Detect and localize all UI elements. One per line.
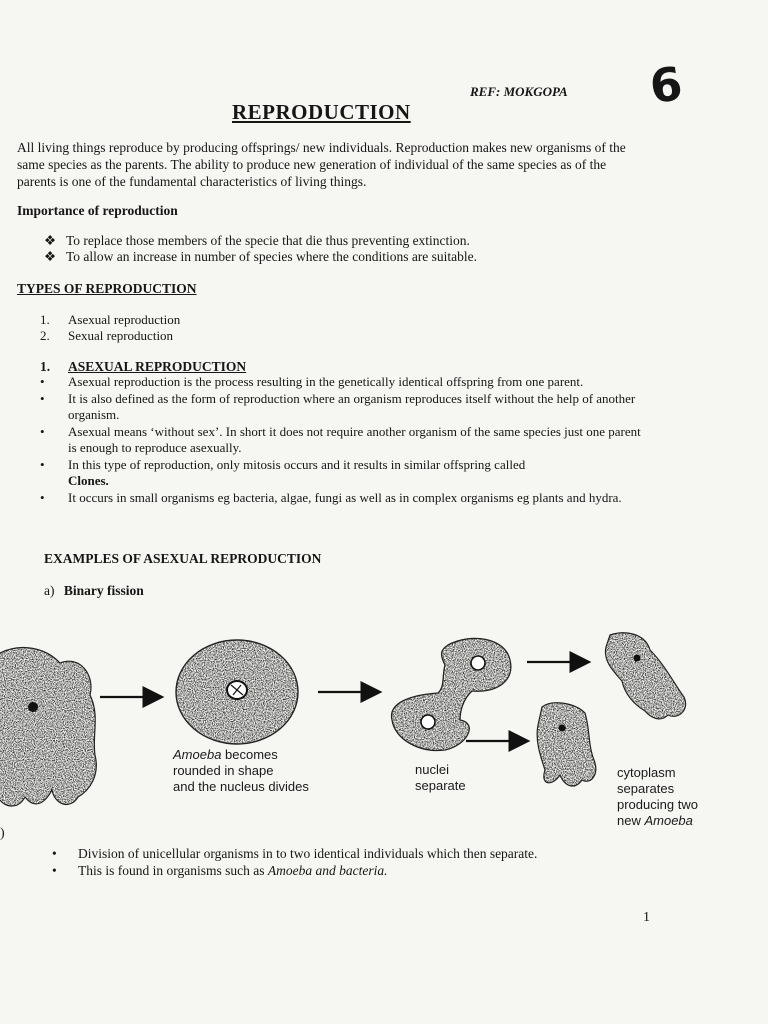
nucleus — [28, 702, 38, 712]
daughter-amoeba-bottom — [537, 703, 596, 786]
types-list — [40, 312, 180, 344]
page-title: REPRODUCTION — [232, 100, 411, 124]
caption-text: new — [617, 813, 645, 828]
asexual-list — [40, 374, 650, 507]
bullet-icon: • — [40, 374, 45, 389]
list-number: 1. — [40, 312, 50, 327]
intro-paragraph: All living things reproduce by producing offsprings/ new individuals. Reproduction makes new organisms of the same species as the parents. The ability to produce new generation of individual of the same species as of the parents is one of the fundamental characteristics of living things. — [17, 140, 626, 189]
caption-nuclei — [415, 762, 466, 794]
parent-amoeba — [0, 648, 96, 806]
importance-heading: Importance of reproduction — [17, 203, 178, 218]
list-item — [40, 391, 650, 423]
list-item-text: Asexual means ‘without sex’. In short it does not require another organism of the same species just one parent is enough to reproduce asexually. — [68, 424, 641, 455]
caption-rounded — [173, 747, 309, 795]
list-item — [40, 424, 650, 456]
list-item-text: It is also defined as the form of reproduction where an organism reproduces itself without the help of another organism. — [68, 391, 636, 422]
bullet-icon: • — [40, 391, 45, 406]
caption-line: nuclei — [415, 762, 449, 777]
bullet-icon: • — [52, 863, 57, 878]
list-item — [52, 845, 672, 862]
caption-line: producing two — [617, 797, 698, 812]
bullet-icon: • — [40, 490, 45, 505]
list-item — [44, 249, 477, 265]
list-item-text: Division of unicellular organisms in to two identical individuals which then separate. — [78, 846, 538, 861]
list-item — [40, 457, 650, 489]
list-item — [44, 233, 477, 249]
caption-line — [617, 813, 698, 829]
list-item-text: It occurs in small organisms eg bacteria, algae, fungi as well as in complex organisms eg plants and hydra. — [68, 490, 622, 505]
list-item-text: To replace those members of the specie that die thus preventing extinction. — [66, 233, 470, 248]
organism-names: Amoeba and bacteria. — [267, 863, 388, 878]
clones-term: Clones. — [68, 473, 109, 488]
types-heading: TYPES OF REPRODUCTION — [17, 281, 197, 296]
bullet-icon: • — [40, 424, 45, 439]
dividing-amoeba — [392, 638, 511, 750]
list-item-body — [68, 457, 525, 489]
caption-line: rounded in shape — [173, 763, 274, 778]
sub-label: a) — [44, 583, 55, 598]
binary-fission-subheading — [44, 583, 144, 599]
list-item — [40, 328, 180, 344]
list-item-text: Asexual reproduction — [68, 312, 181, 327]
list-item-text: Asexual reproduction is the process resulting in the genetically identical offspring from one parent. — [68, 374, 584, 389]
summary-list — [52, 845, 672, 879]
list-number: 2. — [40, 328, 50, 343]
caption-line: and the nucleus divides — [173, 779, 309, 794]
caption-line: separates — [617, 781, 675, 796]
list-item — [40, 312, 180, 328]
list-item-text: This is found in organisms such as — [78, 863, 268, 878]
list-item — [40, 490, 650, 506]
list-item — [52, 862, 672, 879]
edge-mark: ) — [0, 826, 5, 841]
caption-amoeba: Amoeba — [173, 747, 222, 762]
bullet-icon: • — [40, 457, 45, 472]
caption-line — [173, 747, 309, 763]
caption-cytoplasm — [617, 765, 698, 829]
caption-text: becomes — [221, 747, 278, 762]
bullet-icon: • — [52, 846, 57, 861]
section-number: 1. — [40, 359, 51, 374]
section-title: ASEXUAL REPRODUCTION — [68, 359, 247, 374]
diamond-bullet-icon: ❖ — [44, 249, 57, 264]
list-item-text: In this type of reproduction, only mitosis occurs and it results in similar offspring called — [68, 457, 526, 472]
list-item-body — [78, 862, 387, 879]
caption-line: cytoplasm — [617, 765, 676, 780]
sub-title: Binary fission — [63, 583, 144, 598]
asexual-heading — [40, 359, 246, 375]
list-item-text: Sexual reproduction — [68, 328, 174, 343]
list-item-text: To allow an increase in number of species where the conditions are suitable. — [66, 249, 478, 264]
daughter-amoeba-top — [605, 633, 685, 719]
rounded-amoeba — [176, 640, 298, 744]
examples-heading: EXAMPLES OF ASEXUAL REPRODUCTION — [44, 551, 322, 566]
diamond-bullet-icon: ❖ — [44, 233, 57, 248]
importance-list — [44, 233, 477, 265]
list-item — [40, 374, 650, 390]
reference-label: REF: MOKGOPA — [470, 84, 568, 99]
caption-line: separate — [415, 778, 466, 793]
caption-amoeba: Amoeba — [644, 813, 693, 828]
handwritten-number: 6 — [646, 56, 686, 114]
page-number: 1 — [643, 910, 650, 925]
